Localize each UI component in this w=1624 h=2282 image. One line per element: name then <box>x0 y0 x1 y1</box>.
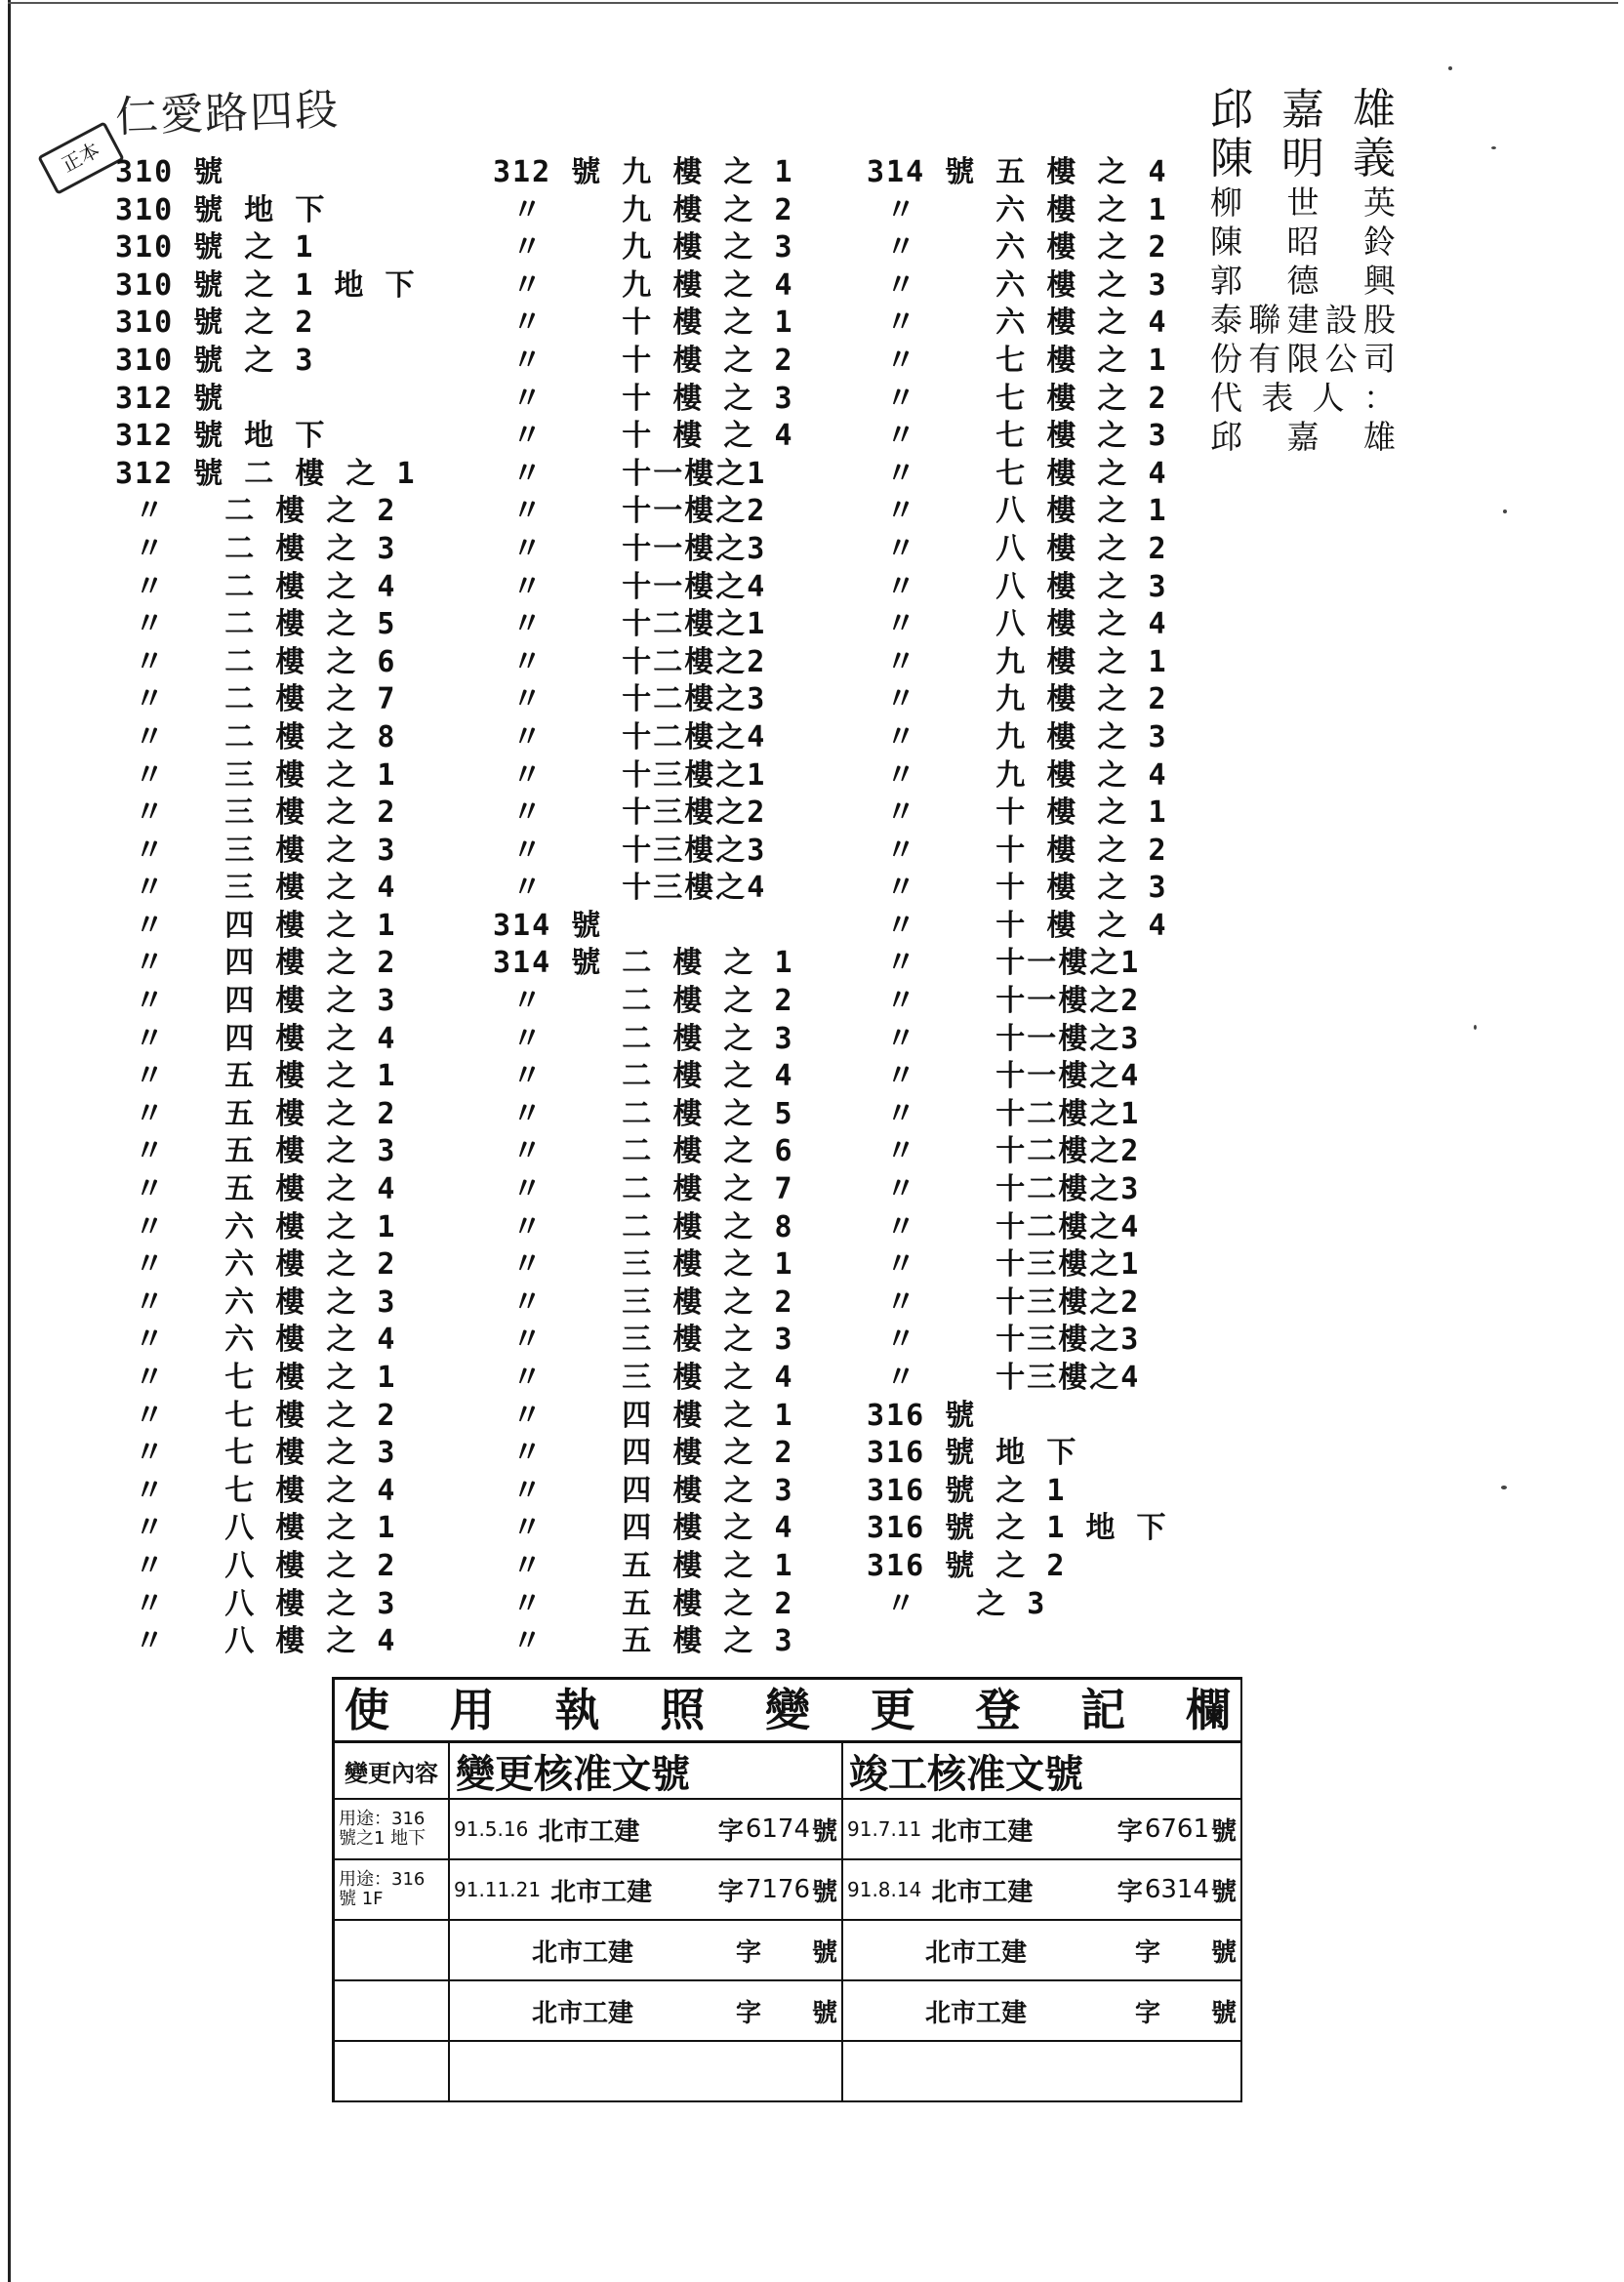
address-entry: 〃 三 樓 之 2 <box>115 795 397 831</box>
address-entry: 〃 十三樓之1 <box>493 757 767 793</box>
address-entry: 〃 四 樓 之 1 <box>115 908 397 943</box>
scan-speck <box>1503 509 1507 513</box>
address-entry: 〃 二 樓 之 4 <box>493 1059 794 1094</box>
agency-label: 北市工建 <box>532 1937 634 1968</box>
address-entry: 312 號 地 下 <box>115 419 327 454</box>
address-entry: 〃 十 樓 之 1 <box>867 795 1168 831</box>
completion-cell <box>843 1981 1240 2042</box>
header-change-content: 變更內容 <box>335 1743 450 1800</box>
representative-label: 代表人： <box>1210 379 1396 417</box>
scan-speck <box>1501 1486 1507 1489</box>
address-entry: 〃 八 樓 之 1 <box>115 1511 397 1546</box>
number-label: 號 <box>1210 1877 1237 1907</box>
address-entry: 〃 十三樓之3 <box>867 1323 1141 1358</box>
address-entry: 〃 七 樓 之 2 <box>867 381 1168 416</box>
blank-cell <box>843 2042 1240 2102</box>
register-title: 使用執照變更登記欄 <box>335 1680 1240 1743</box>
address-entry: 〃 七 樓 之 3 <box>867 419 1168 454</box>
owner-signature: 陳明義 <box>1210 134 1396 183</box>
address-entry: 〃 十 樓 之 4 <box>867 908 1168 943</box>
address-entry: 〃 十二樓之1 <box>867 1096 1141 1131</box>
char-label: 字 <box>735 1937 761 1968</box>
address-entry: 〃 十 樓 之 2 <box>867 833 1168 868</box>
address-entry: 〃 三 樓 之 1 <box>115 757 397 793</box>
address-entry: 〃 十 樓 之 2 <box>493 343 794 378</box>
agency-label: 北市工建 <box>532 1998 634 2028</box>
blank-cell <box>335 2042 450 2102</box>
address-entry: 〃 四 樓 之 4 <box>493 1511 794 1546</box>
owner-name: 郭德興 <box>1210 262 1396 300</box>
address-entry: 〃 三 樓 之 3 <box>115 833 397 868</box>
address-entry: 〃 九 樓 之 4 <box>867 757 1168 793</box>
address-entry: 310 號 之 2 <box>115 306 315 341</box>
address-entry: 〃 九 樓 之 2 <box>493 192 794 227</box>
address-entry: 〃 六 樓 之 4 <box>115 1323 397 1358</box>
address-entry: 〃 九 樓 之 4 <box>493 267 794 303</box>
owner-name: 陳昭鈴 <box>1210 223 1396 261</box>
address-entry: 〃 八 樓 之 4 <box>867 607 1168 642</box>
address-entry: 310 號 之 1 <box>115 230 315 265</box>
address-entry: 〃 十一樓之4 <box>493 569 767 604</box>
approval-cell <box>450 1921 843 1981</box>
address-entry: 〃 四 樓 之 2 <box>115 946 397 981</box>
address-entry: 〃 四 樓 之 4 <box>115 1021 397 1056</box>
address-entry: 310 號 <box>115 155 225 189</box>
number-label: 號 <box>1210 1998 1237 2028</box>
owner-signature: 邱嘉雄 <box>1210 85 1396 135</box>
address-entry: 〃 四 樓 之 3 <box>493 1473 794 1508</box>
address-entry: 〃 二 樓 之 6 <box>115 644 397 679</box>
char-label: 字 <box>1134 1998 1160 2028</box>
address-entry: 312 號 二 樓 之 1 <box>115 456 417 491</box>
address-entry: 〃 五 樓 之 1 <box>115 1059 397 1094</box>
address-entry: 〃 二 樓 之 5 <box>493 1096 794 1131</box>
address-entry: 〃 十 樓 之 3 <box>493 381 794 416</box>
address-entry: 〃 十三樓之4 <box>867 1361 1141 1395</box>
address-entry: 〃 十一樓之1 <box>867 946 1141 981</box>
address-entry: 〃 十二樓之3 <box>493 682 767 717</box>
address-entry: 310 號 之 3 <box>115 343 315 378</box>
company-name: 泰聯建設股 <box>1210 301 1396 339</box>
address-entry: 〃 二 樓 之 5 <box>115 607 397 642</box>
approval-number: 6174 <box>745 1814 810 1844</box>
scan-speck <box>1491 146 1496 149</box>
char-label: 字 <box>1116 1877 1143 1907</box>
page-top-edge <box>8 2 1618 4</box>
number-label: 號 <box>811 1877 837 1907</box>
address-entry: 〃 七 樓 之 1 <box>867 343 1168 378</box>
address-entry: 〃 八 樓 之 4 <box>115 1624 397 1659</box>
address-entry: 〃 五 樓 之 2 <box>115 1096 397 1131</box>
address-entry: 〃 十二樓之2 <box>867 1134 1141 1169</box>
address-entry: 〃 二 樓 之 2 <box>493 984 794 1019</box>
agency-label: 北市工建 <box>925 1937 1028 1968</box>
number-label: 號 <box>811 1937 837 1968</box>
address-entry: 〃 四 樓 之 1 <box>493 1398 794 1433</box>
address-entry: 〃 三 樓 之 2 <box>493 1284 794 1320</box>
address-entry: 〃 七 樓 之 3 <box>115 1436 397 1471</box>
address-entry: 〃 三 樓 之 4 <box>493 1361 794 1395</box>
agency-label: 北市工建 <box>550 1877 653 1907</box>
address-entry: 〃 九 樓 之 2 <box>867 682 1168 717</box>
address-entry: 〃 三 樓 之 4 <box>115 871 397 906</box>
page-left-edge <box>8 0 11 2282</box>
address-entry: 〃 四 樓 之 3 <box>115 984 397 1019</box>
completion-number: 6314 <box>1144 1875 1209 1904</box>
address-entry: 〃 十一樓之2 <box>493 494 767 529</box>
approval-date: 91.5.16 <box>454 1817 529 1841</box>
address-entry: 〃 七 樓 之 4 <box>115 1473 397 1508</box>
number-label: 號 <box>1210 1816 1237 1847</box>
row-content: 用途：316 號之1 地下 <box>335 1800 450 1860</box>
scan-speck <box>1448 66 1452 70</box>
address-entry: 〃 八 樓 之 1 <box>867 494 1168 529</box>
address-entry: 〃 二 樓 之 7 <box>115 682 397 717</box>
blank-cell <box>450 2042 843 2102</box>
address-entry: 〃 五 樓 之 3 <box>493 1624 794 1659</box>
approval-cell <box>450 1800 843 1860</box>
address-entry: 316 號 之 1 地 下 <box>867 1511 1168 1546</box>
address-entry: 〃 二 樓 之 7 <box>493 1172 794 1207</box>
address-entry: 〃 二 樓 之 2 <box>115 494 397 529</box>
number-label: 號 <box>1210 1937 1237 1968</box>
address-entry: 〃 十一樓之3 <box>493 531 767 566</box>
address-entry: 〃 六 樓 之 1 <box>115 1209 397 1244</box>
address-entry: 〃 六 樓 之 2 <box>867 230 1168 265</box>
number-label: 號 <box>811 1998 837 2028</box>
address-entry: 〃 五 樓 之 4 <box>115 1172 397 1207</box>
char-label: 字 <box>717 1816 744 1847</box>
address-entry: 〃 十二樓之4 <box>493 719 767 754</box>
address-entry: 〃 三 樓 之 1 <box>493 1247 794 1283</box>
address-entry: 〃 十三樓之2 <box>493 795 767 831</box>
address-entry: 316 號 之 1 <box>867 1473 1067 1508</box>
owners-list <box>1210 86 1396 457</box>
address-entry: 〃 六 樓 之 4 <box>867 306 1168 341</box>
address-column-1 <box>115 154 417 1661</box>
stamp-seal: 正本 <box>37 121 125 194</box>
address-entry: 〃 五 樓 之 2 <box>493 1586 794 1621</box>
approval-cell <box>450 1981 843 2042</box>
owner-name: 柳世英 <box>1210 183 1396 222</box>
address-entry: 〃 十一樓之2 <box>867 984 1141 1019</box>
address-entry: 〃 八 樓 之 2 <box>867 531 1168 566</box>
address-entry: 314 號 二 樓 之 1 <box>493 946 794 981</box>
address-entry: 〃 七 樓 之 1 <box>115 1361 397 1395</box>
address-entry: 〃 二 樓 之 3 <box>115 531 397 566</box>
address-entry: 〃 十 樓 之 3 <box>867 871 1168 906</box>
address-entry: 〃 二 樓 之 8 <box>115 719 397 754</box>
address-entry: 〃 七 樓 之 4 <box>867 456 1168 491</box>
address-entry: 310 號 之 1 地 下 <box>115 267 417 303</box>
completion-date: 91.8.14 <box>847 1878 922 1901</box>
address-entry: 〃 九 樓 之 3 <box>867 719 1168 754</box>
address-entry: 〃 八 樓 之 3 <box>115 1586 397 1621</box>
address-entry: 〃 二 樓 之 6 <box>493 1134 794 1169</box>
address-entry: 〃 十三樓之3 <box>493 833 767 868</box>
address-entry: 〃 十一樓之1 <box>493 456 767 491</box>
address-entry: 〃 四 樓 之 2 <box>493 1436 794 1471</box>
address-entry: 〃 三 樓 之 3 <box>493 1323 794 1358</box>
address-entry: 〃 十三樓之1 <box>867 1247 1141 1283</box>
address-entry: 〃 十一樓之3 <box>867 1021 1141 1056</box>
address-entry: 314 號 <box>493 908 603 943</box>
header-approval-number: 變更核准文號 <box>450 1743 843 1800</box>
completion-cell <box>843 1800 1240 1860</box>
address-entry: 〃 六 樓 之 3 <box>115 1284 397 1320</box>
char-label: 字 <box>1116 1816 1143 1847</box>
agency-label: 北市工建 <box>925 1998 1028 2028</box>
address-entry: 〃 六 樓 之 2 <box>115 1247 397 1283</box>
address-column-2 <box>493 154 794 1661</box>
approval-cell <box>450 1860 843 1921</box>
char-label: 字 <box>717 1877 744 1907</box>
address-entry: 310 號 地 下 <box>115 192 327 227</box>
address-entry: 316 號 <box>867 1398 977 1433</box>
address-entry: 314 號 五 樓 之 4 <box>867 155 1168 189</box>
address-entry: 〃 十一樓之4 <box>867 1059 1141 1094</box>
address-entry: 〃 二 樓 之 8 <box>493 1209 794 1244</box>
agency-label: 北市工建 <box>538 1816 640 1847</box>
address-entry: 〃 十三樓之4 <box>493 871 767 906</box>
address-entry: 〃 八 樓 之 2 <box>115 1548 397 1583</box>
agency-label: 北市工建 <box>931 1877 1034 1907</box>
address-entry: 316 號 之 2 <box>867 1548 1067 1583</box>
address-entry: 〃 五 樓 之 1 <box>493 1548 794 1583</box>
address-column-3 <box>867 154 1168 1623</box>
row-content <box>335 1921 450 1981</box>
handwritten-street-note: 仁愛路四段 <box>114 84 341 143</box>
completion-cell <box>843 1921 1240 1981</box>
address-entry: 316 號 地 下 <box>867 1436 1078 1471</box>
address-entry: 312 號 九 樓 之 1 <box>493 155 794 189</box>
char-label: 字 <box>1134 1937 1160 1968</box>
address-entry: 〃 七 樓 之 2 <box>115 1398 397 1433</box>
address-entry: 〃 十 樓 之 1 <box>493 306 794 341</box>
char-label: 字 <box>735 1998 761 2028</box>
address-entry: 〃 八 樓 之 3 <box>867 569 1168 604</box>
representative-name: 邱嘉雄 <box>1210 418 1396 456</box>
header-completion-number: 竣工核准文號 <box>843 1743 1240 1800</box>
completion-number: 6761 <box>1144 1814 1209 1844</box>
address-entry: 〃 五 樓 之 3 <box>115 1134 397 1169</box>
company-name: 份有限公司 <box>1210 340 1396 378</box>
address-entry: 〃 十二樓之1 <box>493 607 767 642</box>
agency-label: 北市工建 <box>931 1816 1034 1847</box>
row-content: 用途：316 號 1F <box>335 1860 450 1921</box>
address-entry: 〃 六 樓 之 1 <box>867 192 1168 227</box>
approval-date: 91.11.21 <box>454 1878 542 1901</box>
address-entry: 312 號 <box>115 381 225 416</box>
license-change-register <box>332 1677 1242 2102</box>
register-grid <box>335 1743 1240 2102</box>
address-entry: 〃 十二樓之4 <box>867 1209 1141 1244</box>
address-entry: 〃 九 樓 之 3 <box>493 230 794 265</box>
address-entry: 〃 十三樓之2 <box>867 1284 1141 1320</box>
scan-speck <box>1474 1025 1477 1030</box>
completion-cell <box>843 1860 1240 1921</box>
address-entry: 〃 十 樓 之 4 <box>493 419 794 454</box>
address-entry: 〃 九 樓 之 1 <box>867 644 1168 679</box>
address-entry: 〃 之 3 <box>867 1586 1047 1621</box>
row-content <box>335 1981 450 2042</box>
address-entry: 〃 二 樓 之 4 <box>115 569 397 604</box>
address-entry: 〃 十二樓之2 <box>493 644 767 679</box>
completion-date: 91.7.11 <box>847 1817 922 1841</box>
address-entry: 〃 十二樓之3 <box>867 1172 1141 1207</box>
number-label: 號 <box>811 1816 837 1847</box>
approval-number: 7176 <box>745 1875 810 1904</box>
address-entry: 〃 六 樓 之 3 <box>867 267 1168 303</box>
address-entry: 〃 二 樓 之 3 <box>493 1021 794 1056</box>
